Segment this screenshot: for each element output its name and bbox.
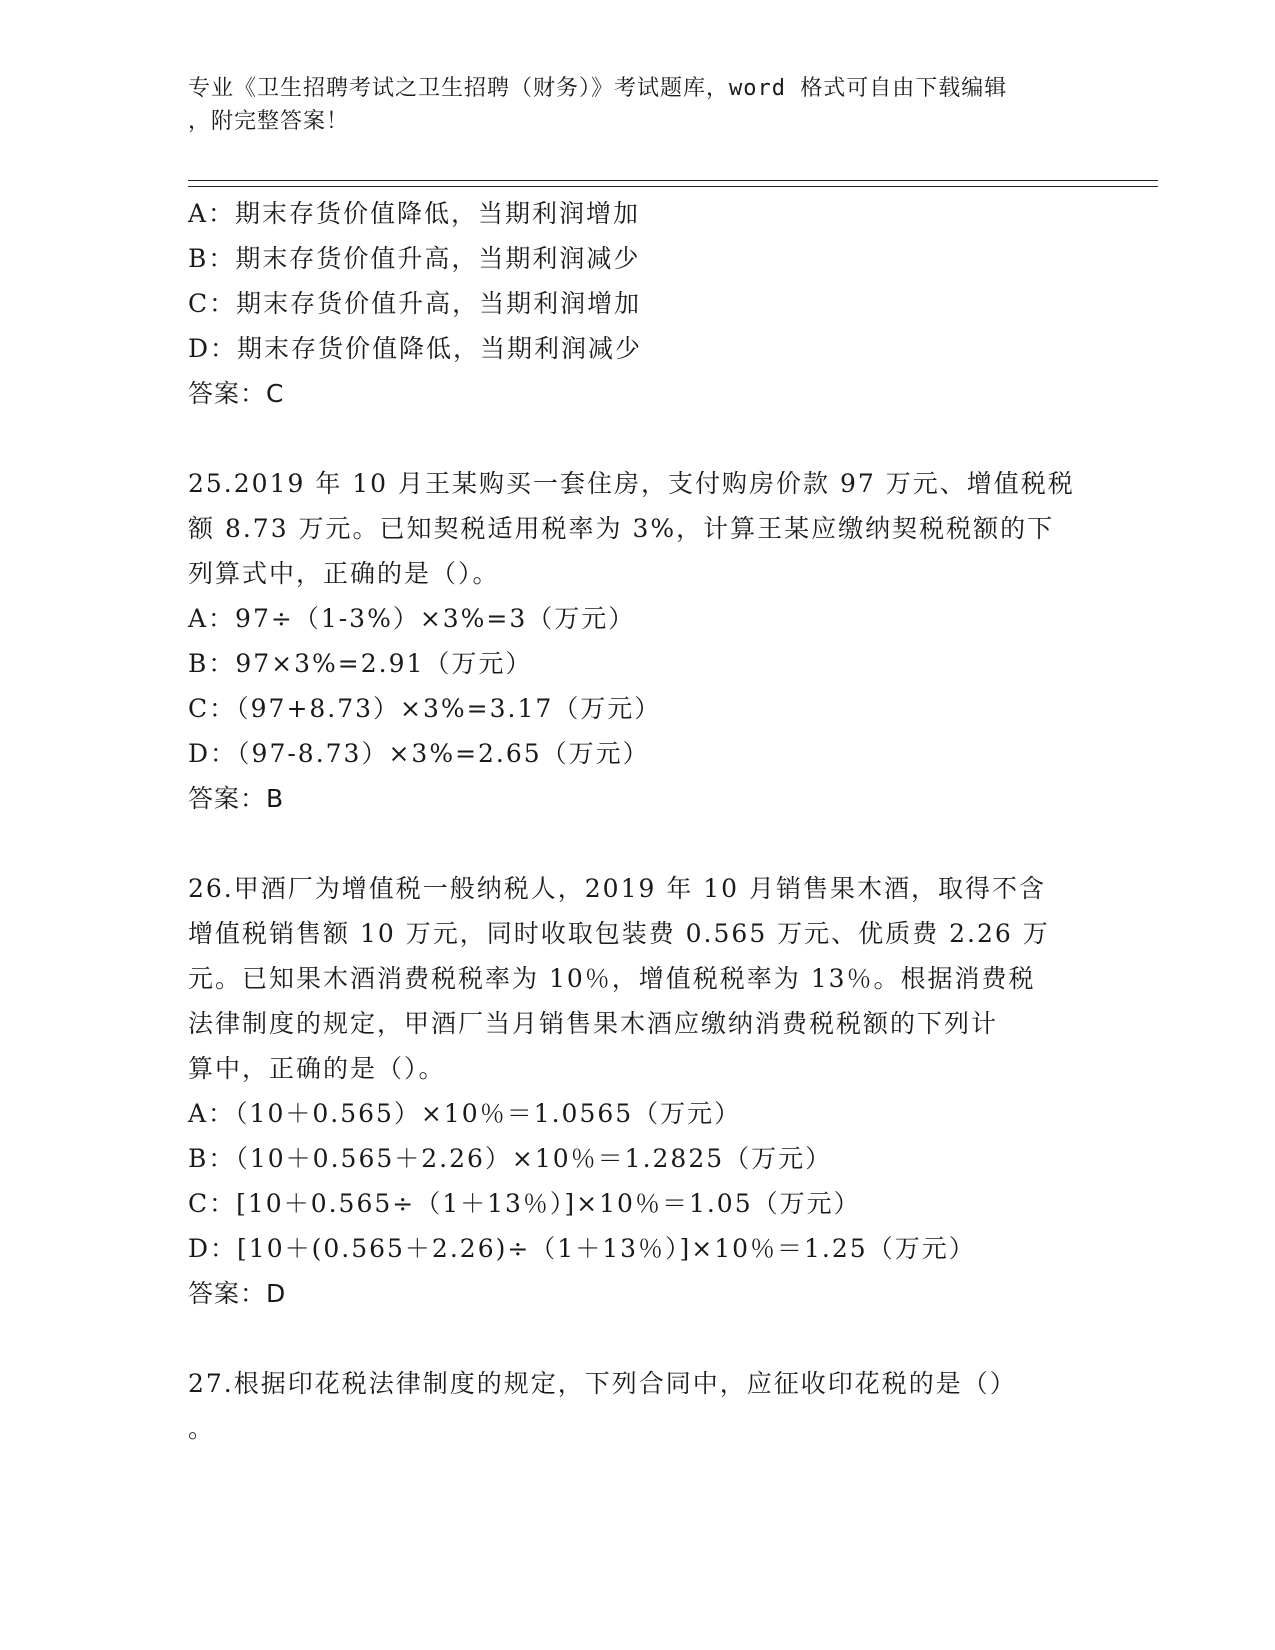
option-b: B：97×3%=2.91（万元） [188,649,533,678]
option-b: B：期末存货价值升高，当期利润减少 [188,244,641,273]
question-24 [188,191,1088,416]
option-c: C：[10＋0.565÷（1＋13％）]×10％＝1.05（万元） [188,1189,861,1218]
option-d: D：[10＋(0.565＋2.26)÷（1＋13％）]×10％＝1.25（万元） [188,1234,976,1263]
header-line-2: ，附完整答案！ [188,109,350,134]
option-d: D：（97-8.73）×3%=2.65（万元） [188,739,650,768]
question-text-line: 额 8.73 万元。已知契税适用税率为 3%，计算王某应缴纳契税税额的下 [188,514,1055,543]
option-c: C：（97+8.73）×3%=3.17（万元） [188,694,662,723]
option-a: A：期末存货价值降低，当期利润增加 [188,199,641,228]
header-rule-top [188,180,1158,181]
header-line-1: 专业《卫生招聘考试之卫生招聘（财务）》考试题库，word 格式可自由下载编辑 [188,76,1008,101]
question-text-line: 增值税销售额 10 万元，同时收取包装费 0.565 万元、优质费 2.26 万 [188,919,1050,948]
question-25 [188,461,1088,821]
header-rule-bottom [188,186,1158,187]
option-b: B：（10＋0.565＋2.26）×10％＝1.2825（万元） [188,1144,833,1173]
option-d: D：期末存货价值降低，当期利润减少 [188,334,643,363]
spacer [188,1316,1088,1361]
question-text-line: 元。已知果木酒消费税税率为 10％，增值税税率为 13％。根据消费税 [188,964,1036,993]
spacer [188,416,1088,461]
question-text-line: 列算式中，正确的是（）。 [188,559,500,588]
spacer [188,821,1088,866]
question-text-line: 27.根据印花税法律制度的规定，下列合同中，应征收印花税的是（） [188,1369,1017,1398]
question-text-line: 算中，正确的是（）。 [188,1054,446,1083]
document-header [188,72,1068,138]
question-text-line: 。 [188,1414,216,1443]
answer-line: 答案：C [188,379,285,408]
question-text-line: 25.2019 年 10 月王某购买一套住房，支付购房价款 97 万元、增值税税 [188,469,1075,498]
question-text-line: 法律制度的规定，甲酒厂当月销售果木酒应缴纳消费税税额的下列计 [188,1009,999,1038]
question-text-line: 26.甲酒厂为增值税一般纳税人，2019 年 10 月销售果木酒，取得不含 [188,874,1047,903]
answer-line: 答案：D [188,1279,287,1308]
question-content [188,191,1088,1451]
answer-line: 答案：B [188,784,285,813]
option-c: C：期末存货价值升高，当期利润增加 [188,289,642,318]
option-a: A：（10＋0.565）×10％＝1.0565（万元） [188,1099,742,1128]
question-27 [188,1361,1088,1451]
option-a: A：97÷（1-3%）×3%=3（万元） [188,604,636,633]
question-26 [188,866,1088,1316]
